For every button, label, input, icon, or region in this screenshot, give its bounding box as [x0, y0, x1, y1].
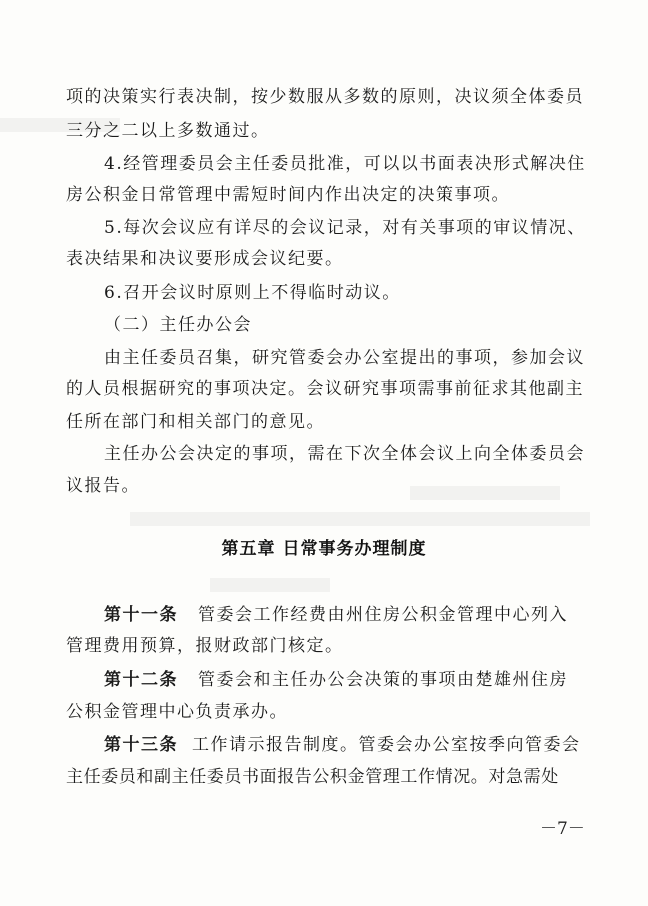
section-subheading: （二）主任办公会: [104, 315, 252, 335]
article-line: 公积金管理中心负责承办。: [66, 702, 288, 722]
paragraph-line: 项的决策实行表决制，按少数服从多数的原则，决议须全体委员: [66, 87, 584, 107]
page-number: －7－: [540, 819, 585, 839]
paragraph-line: 三分之二以上多数通过。: [66, 121, 270, 141]
paragraph-line: 4.经管理委员会主任委员批准，可以以书面表决形式解决住: [104, 154, 586, 174]
paragraph-line: 由主任委员召集，研究管委会办公室提出的事项，参加会议: [104, 348, 585, 368]
article-number: 第十三条: [104, 735, 178, 755]
show-through-mark: [130, 512, 590, 526]
paragraph-line: 的人员根据研究的事项决定。会议研究事项需事前征求其他副主: [66, 379, 584, 399]
article-number: 第十二条: [104, 670, 178, 690]
paragraph-line: 6.召开会议时原则上不得临时动议。: [104, 283, 401, 303]
article-line: [104, 668, 568, 692]
paragraph-line: 房公积金日常管理中需短时间内作出决定的决策事项。: [66, 185, 510, 205]
article-line: 主任委员和副主任委员书面报告公积金管理工作情况。对急需处: [66, 767, 559, 787]
paragraph-line: 表决结果和决议要形成会议纪要。: [66, 249, 344, 269]
paragraph-line: 任所在部门和相关部门的意见。: [66, 412, 325, 432]
article-text: 管委会和主任办公会决策的事项由楚雄州住房: [198, 670, 568, 690]
article-line: [104, 733, 581, 757]
article-text: 工作请示报告制度。管委会办公室按季向管委会: [192, 735, 581, 755]
article-line: [104, 603, 568, 627]
show-through-mark: [210, 578, 330, 592]
article-line: 管理费用预算，报财政部门核定。: [66, 636, 344, 656]
article-text: 管委会工作经费由州住房公积金管理中心列入: [198, 605, 568, 625]
paragraph-line: 5.每次会议应有详尽的会议记录，对有关事项的审议情况、: [104, 218, 586, 238]
article-number: 第十一条: [104, 605, 178, 625]
paragraph-line: 议报告。: [66, 476, 140, 496]
show-through-mark: [410, 486, 560, 500]
chapter-heading: 第五章 日常事务办理制度: [221, 539, 427, 559]
paragraph-line: 主任办公会决定的事项，需在下次全体会议上向全体委员会: [104, 444, 585, 464]
